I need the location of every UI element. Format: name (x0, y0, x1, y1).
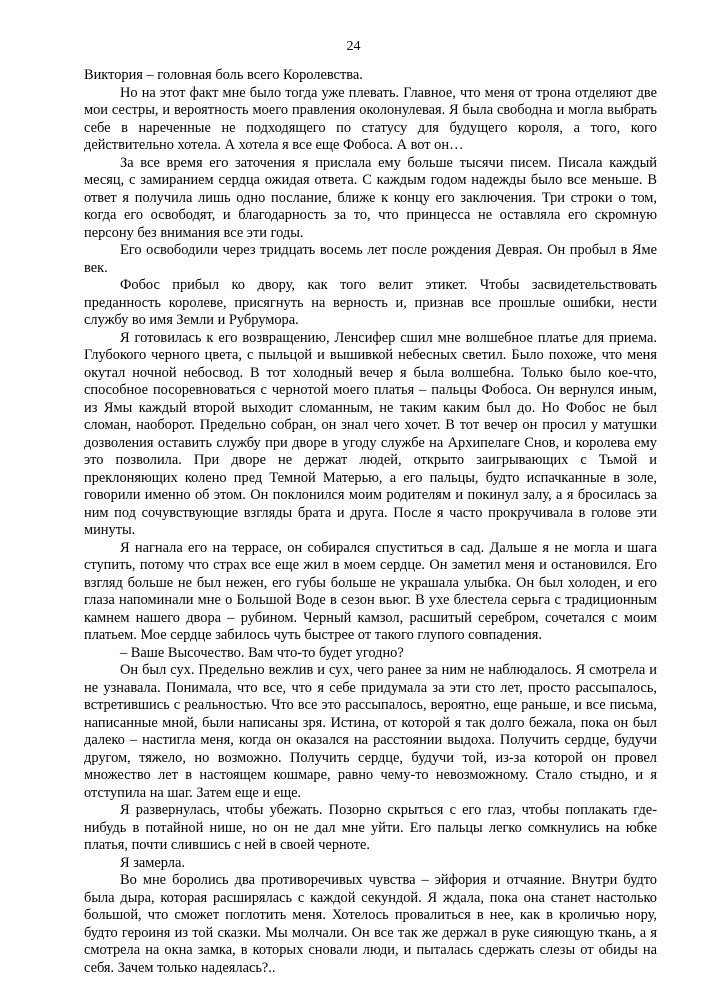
paragraph: Я готовилась к его возвращению, Ленсифер сшил мне волшебное платье для приема. Глубокого черного цвета, с пыльцой и вышивкой небесных светил. Было похоже, что меня окутал ночной небосвод. В тот холодный вечер я была волшебна. Только было кое-что, способное посоревноваться с чернотой моего платья – пальцы Фобоса. Он вернулся иным, из Ямы каждый второй выходит сломанным, не таким каким был до. Но Фобос не был сломан, наоборот. Предельно собран, он знал чего хочет. В тот вечер он просил у матушки дозволения оставить службу при дворе в угоду службе на Архипелаге Снов, и королева ему это позволила. При дворе не держат людей, открыто заигрывающих с Тьмой и преклоняющих колено пред Темной Матерью, а его пальцы, будто испачканные в золе, говорили именно об этом. Он поклонился моим родителям и покинул залу, а я бросилась за ним под сочувствующие взгляды брата и друга. После я часто прокручивала в голове эти минуты. (84, 329, 657, 538)
paragraph: За все время его заточения я прислала ему больше тысячи писем. Писала каждый месяц, с замиранием сердца ожидая ответа. С каждым годом надежды было все меньше. В ответ я получила лишь одно послание, ближе к концу его заключения. Три строки о том, когда его освободят, и благодарность за то, что принцесса не оставляла его скромную персону без внимания все эти годы. (84, 154, 657, 241)
paragraph: Он был сух. Предельно вежлив и сух, чего ранее за ним не наблюдалось. Я смотрела и не узнавала. Понимала, что все, что я себе придумала за эти сто лет, просто рассыпалось, встретившись с реальностью. Что все это рассыпалось, вероятно, еще раньше, и все письма, написанные мной, были написаны зря. Истина, от которой я так долго бежала, пока он был далеко – настигла меня, когда он оказался на расстоянии выдоха. Получить сердце, будучи другом, тяжело, но возможно. Получить сердце, будучи той, из-за которой он провел множество лет в настоящем кошмаре, равно чему-то невозможному. Стало стыдно, и я отступила на шаг. Затем еще и еще. (84, 662, 657, 801)
paragraph: Во мне боролись два противоречивых чувства – эйфория и отчаяние. Внутри будто была дыра, которая расширялась с каждой секундой. Я ждала, пока она станет настолько большой, что сможет поглотить меня. Хотелось провалиться в нее, как в кроличью нору, будто героиня из той сказки. Мы молчали. Он все так же держал в руке сияющую ткань, а я смотрела на окна замка, в которых сновали люди, и пыталась сдержать слезы от обиды на себя. Зачем только надеялась?.. (84, 872, 657, 976)
paragraph: Я развернулась, чтобы убежать. Позорно скрыться с его глаз, чтобы поплакать где-нибудь в потайной нише, но он не дал мне уйти. Его пальцы легко сомкнулись на юбке платья, почти слившись с ней в своей черноте. (84, 802, 657, 853)
document-body (84, 67, 657, 977)
paragraph: Я замерла. (120, 854, 185, 871)
paragraph: Виктория – головная боль всего Королевства. (84, 67, 363, 83)
dialogue-line: – Ваше Высочество. Вам что-то будет угодно? (120, 644, 404, 661)
paragraph: Я нагнала его на террасе, он собирался спуститься в сад. Дальше я не могла и шага ступить, потому что страх все еще жил в моем сердце. Он заметил меня и остановился. Его взгляд больше не был нежен, его губы больше не украшала улыбка. Он был холоден, и его глаза напоминали мне о Большой Воде в сезон вьюг. В ухе блестела серьга с традиционным камнем нашего двора – рубином. Черный камзол, расшитый серебром, сочетался с моим платьем. Мое сердце забилось чуть быстрее от такого глупого совпадения. (84, 539, 657, 643)
paragraph: Его освободили через тридцать восемь лет после рождения Деврая. Он пробыл в Яме век. (84, 242, 657, 276)
paragraph: Но на этот факт мне было тогда уже плевать. Главное, что меня от трона отделяют две мои сестры, и вероятность моего правления околонулевая. Я была свободна и могла выбрать себе в нареченные не подходящего по статусу для будущего короля, а того, кого действительно хотела. А хотела я все еще Фобоса. А вот он… (84, 84, 657, 153)
paragraph: Фобос прибыл ко двору, как того велит этикет. Чтобы засвидетельствовать преданность королеве, присягнуть на верность и, признав все прошлые ошибки, нести службу во имя Земли и Рубрумора. (84, 277, 657, 328)
page-number: 24 (346, 39, 361, 54)
